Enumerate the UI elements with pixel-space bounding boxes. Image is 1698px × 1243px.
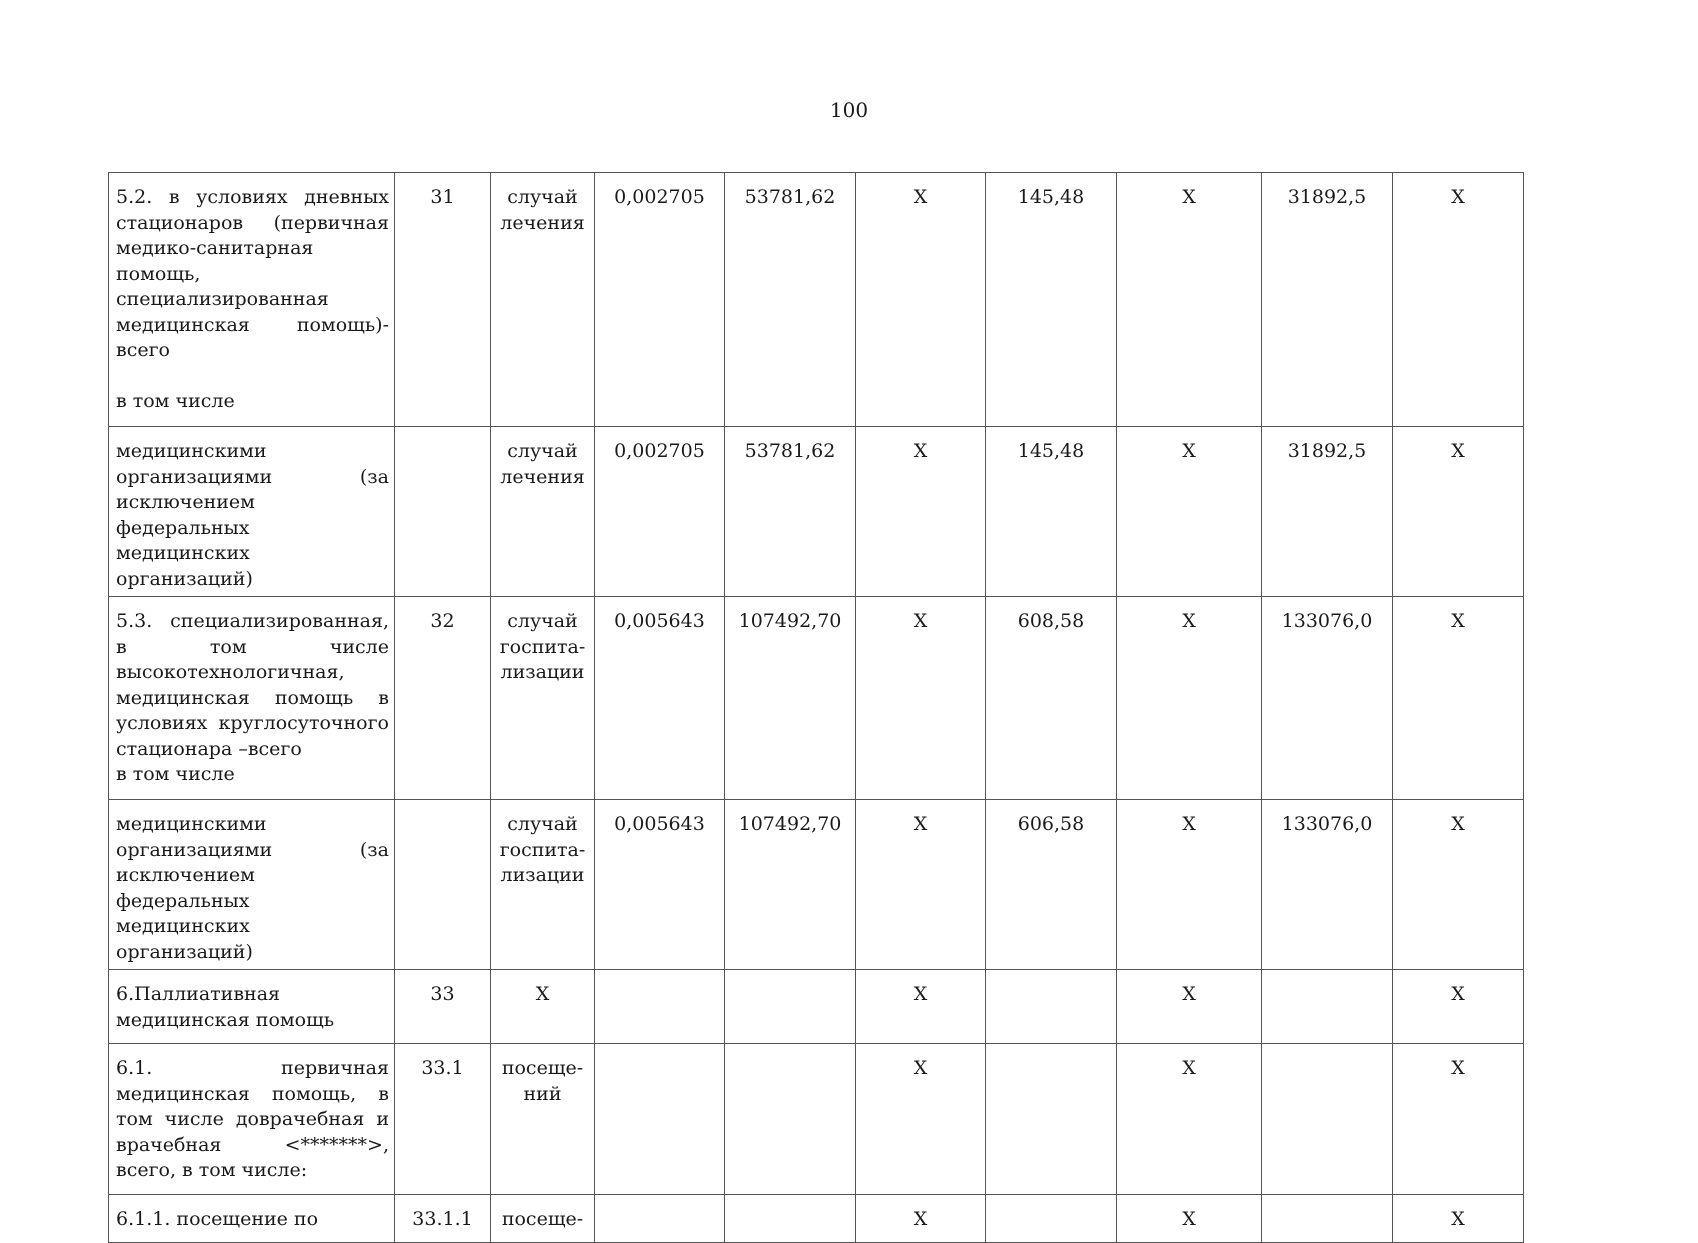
cost-cell: 107492,70 <box>725 597 856 800</box>
cost-cell: 53781,62 <box>725 427 856 597</box>
col9-cell: 133076,0 <box>1262 800 1393 970</box>
col10-cell: Х <box>1393 427 1524 597</box>
unit-cell: случай лечения <box>491 427 595 597</box>
table-row <box>109 427 1524 597</box>
col8-cell: Х <box>1117 970 1262 1044</box>
col7-cell: 608,58 <box>986 597 1117 800</box>
unit-cell: случай госпита-лизации <box>491 597 595 800</box>
norm-cell: 0,005643 <box>595 800 725 970</box>
cost-cell <box>725 1044 856 1195</box>
col8-cell: Х <box>1117 1044 1262 1195</box>
col10-cell: Х <box>1393 173 1524 427</box>
row-name: 6.1.1. посещение по <box>116 1208 319 1230</box>
unit-cell: посеще- <box>491 1195 595 1243</box>
col10-cell: Х <box>1393 1195 1524 1243</box>
table-row <box>109 800 1524 970</box>
col6-cell: Х <box>856 427 986 597</box>
col7-cell: 145,48 <box>986 427 1117 597</box>
col9-cell: 31892,5 <box>1262 427 1393 597</box>
row-name-cell <box>109 597 395 800</box>
table-row <box>109 1195 1524 1243</box>
norm-cell: 0,002705 <box>595 173 725 427</box>
col7-cell <box>986 970 1117 1044</box>
row-name-cell <box>109 1044 395 1195</box>
norm-cell: 0,002705 <box>595 427 725 597</box>
row-name-cell <box>109 427 395 597</box>
data-table <box>108 172 1524 1243</box>
col9-cell: 133076,0 <box>1262 597 1393 800</box>
line-code-cell: 32 <box>395 597 491 800</box>
row-name-cell <box>109 1195 395 1243</box>
col8-cell: Х <box>1117 597 1262 800</box>
page-number: 100 <box>829 98 869 122</box>
row-name: медицинскими организациями (за исключением федеральных медицинских организаций) <box>116 440 389 590</box>
row-name: 5.3. специализированная, в том числе высокотехнологичная, медицинская помощь в условиях круглосуточного стационара –всего в том числе <box>116 610 389 785</box>
table-row <box>109 597 1524 800</box>
unit-cell: Х <box>491 970 595 1044</box>
line-code-cell: 33 <box>395 970 491 1044</box>
col6-cell: Х <box>856 173 986 427</box>
unit-cell: посеще-ний <box>491 1044 595 1195</box>
col9-cell: 31892,5 <box>1262 173 1393 427</box>
col6-cell: Х <box>856 1044 986 1195</box>
line-code-cell <box>395 800 491 970</box>
col6-cell: Х <box>856 597 986 800</box>
cost-cell: 53781,62 <box>725 173 856 427</box>
cost-cell <box>725 970 856 1044</box>
norm-cell <box>595 970 725 1044</box>
unit-cell: случай лечения <box>491 173 595 427</box>
row-name: 5.2. в условиях дневных стационаров (первичная медико-санитарная помощь, специализированная медицинская помощь)- всего в том числе <box>116 186 389 412</box>
col7-cell: 606,58 <box>986 800 1117 970</box>
row-name: медицинскими организациями (за исключением федеральных медицинских организаций) <box>116 813 389 963</box>
table-row <box>109 173 1524 427</box>
norm-cell: 0,005643 <box>595 597 725 800</box>
col10-cell: Х <box>1393 800 1524 970</box>
col10-cell: Х <box>1393 970 1524 1044</box>
line-code-cell: 33.1.1 <box>395 1195 491 1243</box>
line-code-cell: 33.1 <box>395 1044 491 1195</box>
row-name-cell <box>109 173 395 427</box>
table-row <box>109 1044 1524 1195</box>
col7-cell: 145,48 <box>986 173 1117 427</box>
col9-cell <box>1262 1195 1393 1243</box>
col8-cell: Х <box>1117 1195 1262 1243</box>
cost-cell: 107492,70 <box>725 800 856 970</box>
col8-cell: Х <box>1117 800 1262 970</box>
col6-cell: Х <box>856 1195 986 1243</box>
col7-cell <box>986 1195 1117 1243</box>
col8-cell: Х <box>1117 427 1262 597</box>
line-code-cell <box>395 427 491 597</box>
row-name-cell <box>109 970 395 1044</box>
row-name: 6.Паллиативная медицинская помощь <box>116 983 335 1031</box>
col9-cell <box>1262 970 1393 1044</box>
cost-cell <box>725 1195 856 1243</box>
row-name: 6.1. первичная медицинская помощь, в том числе доврачебная и врачебная <*******>, всего, в том числе: <box>116 1057 389 1181</box>
line-code-cell: 31 <box>395 173 491 427</box>
norm-cell <box>595 1044 725 1195</box>
col10-cell: Х <box>1393 1044 1524 1195</box>
col6-cell: Х <box>856 970 986 1044</box>
unit-cell: случай госпита-лизации <box>491 800 595 970</box>
norm-cell <box>595 1195 725 1243</box>
table-row <box>109 970 1524 1044</box>
col6-cell: Х <box>856 800 986 970</box>
col10-cell: Х <box>1393 597 1524 800</box>
col9-cell <box>1262 1044 1393 1195</box>
row-name-cell <box>109 800 395 970</box>
col7-cell <box>986 1044 1117 1195</box>
col8-cell: Х <box>1117 173 1262 427</box>
